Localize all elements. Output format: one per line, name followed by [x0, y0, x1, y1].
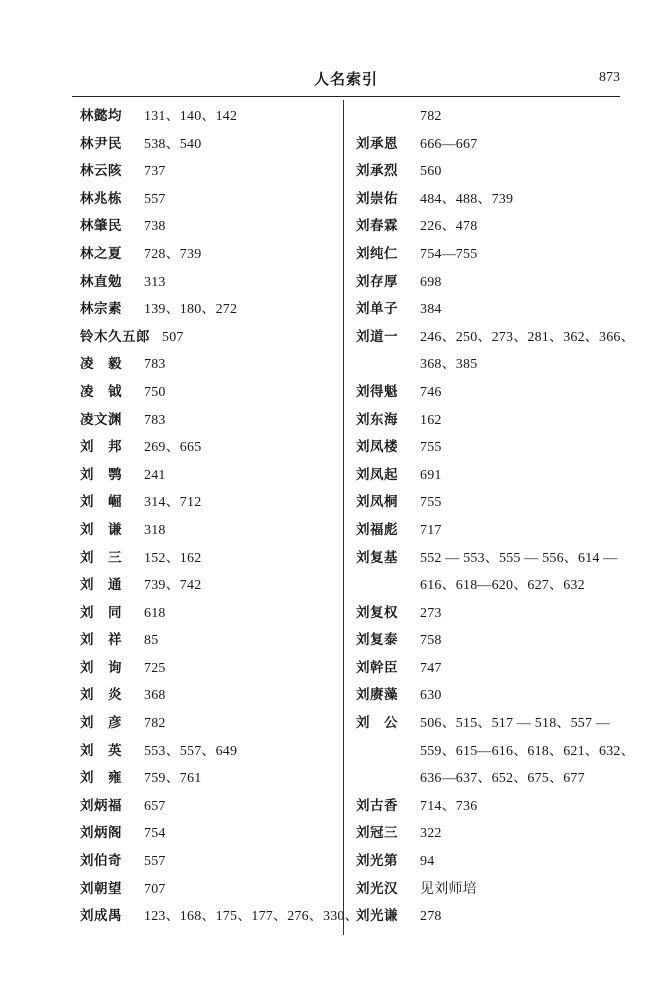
entry-pages: 552 — 553、555 — 556、614 —: [420, 550, 618, 566]
entry-name: 刘 鹗: [80, 466, 122, 483]
index-entry: [80, 655, 340, 683]
entry-name: 刘凤桐: [356, 494, 398, 511]
entry-pages: 750: [144, 384, 166, 400]
index-entry: [356, 186, 626, 214]
index-entry: [356, 269, 626, 297]
entry-name: 刘凤楼: [356, 439, 398, 456]
index-entry: [80, 131, 340, 159]
index-entry: [356, 462, 626, 490]
index-entry-continuation: [356, 765, 626, 793]
entry-name: 刘光汉: [356, 880, 398, 897]
entry-name: 刘 询: [80, 659, 122, 676]
index-entry: [80, 241, 340, 269]
entry-pages: 782: [144, 716, 166, 732]
entry-name: 刘 公: [356, 715, 398, 732]
index-entry: [80, 738, 340, 766]
entry-name: 刘 雍: [80, 770, 122, 787]
entry-pages: 162: [420, 412, 442, 428]
index-entry: [80, 489, 340, 517]
index-entry-continuation: [356, 103, 626, 131]
index-entry: [356, 793, 626, 821]
index-entry: [356, 407, 626, 435]
index-entry: [356, 903, 626, 931]
entry-name: 刘朝望: [80, 880, 122, 897]
entry-pages: 754: [144, 826, 166, 842]
index-entry: [356, 213, 626, 241]
entry-name: 刘凤起: [356, 466, 398, 483]
entry-name: 刘成禺: [80, 908, 122, 925]
entry-name: 刘伯奇: [80, 853, 122, 870]
entry-pages: 322: [420, 826, 442, 842]
entry-pages: 368: [144, 688, 166, 704]
entry-pages: 728、739: [144, 246, 202, 262]
entry-pages: 755: [420, 440, 442, 456]
index-entry: [356, 710, 626, 738]
entry-pages: 139、180、272: [144, 302, 238, 318]
index-entry: [356, 517, 626, 545]
entry-pages: 94: [420, 854, 435, 870]
entry-pages: 618: [144, 605, 166, 621]
entry-name: 刘春霖: [356, 218, 398, 235]
index-entry: [80, 517, 340, 545]
index-entry: [356, 324, 635, 352]
entry-name: 刘幹臣: [356, 659, 398, 676]
column-divider: [343, 100, 344, 935]
entry-pages: 691: [420, 467, 442, 483]
index-entry: [80, 848, 340, 876]
index-entry: [80, 296, 340, 324]
entry-pages: 666—667: [420, 136, 478, 152]
entry-pages: 559、615—616、618、621、632、: [420, 743, 635, 759]
page-header: [72, 60, 620, 97]
entry-pages: 314、712: [144, 495, 202, 511]
entry-name: 刘得魁: [356, 383, 398, 400]
entry-pages: 758: [420, 633, 442, 649]
entry-pages: 754—755: [420, 246, 478, 262]
entry-name: 刘复泰: [356, 632, 398, 649]
entry-name: 刘东海: [356, 411, 398, 428]
entry-pages: 714、736: [420, 798, 478, 814]
index-entry: [356, 682, 626, 710]
entry-name: 刘光谦: [356, 908, 398, 925]
index-entry: [356, 545, 626, 573]
entry-name: 刘 英: [80, 742, 122, 759]
entry-name: 刘 崛: [80, 494, 122, 511]
entry-pages: 725: [144, 660, 166, 676]
entry-name: 林直勉: [80, 273, 122, 290]
index-entry: [356, 158, 626, 186]
entry-name: 凌 钺: [80, 383, 122, 400]
index-entry: [356, 489, 626, 517]
entry-name: 林懿均: [80, 108, 122, 124]
index-entry: [356, 627, 626, 655]
entry-name: 刘 彦: [80, 715, 122, 732]
entry-pages: 246、250、273、281、362、366、: [420, 329, 635, 345]
entry-name: 刘 邦: [80, 439, 122, 456]
entry-pages: 152、162: [144, 550, 202, 566]
entry-pages: 636—637、652、675、677: [420, 771, 585, 787]
index-entry: [80, 103, 340, 131]
left-index-column: [80, 103, 359, 931]
entry-name: 铃木久五郎: [80, 328, 150, 345]
entry-name: 林之夏: [80, 245, 122, 262]
page-number: 873: [599, 70, 620, 85]
entry-pages: 384: [420, 302, 442, 318]
entry-pages: 739、742: [144, 578, 202, 594]
index-entry: [80, 627, 340, 655]
entry-pages: 698: [420, 274, 442, 290]
entry-pages: 707: [144, 881, 166, 897]
index-entry: [356, 241, 626, 269]
index-entry-continuation: [356, 572, 626, 600]
index-entry-continuation: [356, 738, 635, 766]
entry-pages: 368、385: [420, 357, 478, 373]
entry-name: 刘 通: [80, 577, 122, 594]
index-entry: [80, 379, 340, 407]
index-entry: [80, 269, 340, 297]
entry-name: 刘 谦: [80, 521, 122, 538]
entry-pages: 782: [420, 109, 442, 124]
entry-name: 刘承烈: [356, 163, 398, 180]
entry-pages: 755: [420, 495, 442, 511]
entry-name: 刘炳阁: [80, 825, 122, 842]
index-entry: [80, 351, 340, 379]
entry-pages: 131、140、142: [144, 109, 238, 124]
entry-name: 刘 祥: [80, 632, 122, 649]
index-entry: [80, 545, 340, 573]
entry-pages: 见刘师培: [420, 881, 477, 897]
entry-pages: 484、488、739: [420, 191, 514, 207]
entry-name: 刘冠三: [356, 825, 398, 842]
index-entry: [80, 213, 340, 241]
entry-pages: 737: [144, 164, 166, 180]
entry-pages: 738: [144, 219, 166, 235]
index-entry: [80, 903, 359, 931]
index-entry: [80, 462, 340, 490]
index-entry: [356, 655, 626, 683]
index-entry: [80, 572, 340, 600]
index-entry: [356, 600, 626, 628]
entry-name: 刘 炎: [80, 687, 122, 704]
entry-pages: 657: [144, 798, 166, 814]
entry-name: 刘崇佑: [356, 190, 398, 207]
entry-pages: 783: [144, 357, 166, 373]
index-entry: [356, 434, 626, 462]
index-entry: [356, 379, 626, 407]
entry-pages: 318: [144, 522, 166, 538]
entry-name: 刘存厚: [356, 273, 398, 290]
index-entry: [80, 600, 340, 628]
index-entry: [80, 434, 340, 462]
index-entry: [80, 158, 340, 186]
entry-name: 刘古香: [356, 797, 398, 814]
right-index-column: [356, 103, 635, 931]
index-entry: [80, 186, 340, 214]
entry-pages: 313: [144, 274, 166, 290]
entry-pages: 269、665: [144, 440, 202, 456]
index-entry: [80, 710, 340, 738]
entry-name: 刘纯仁: [356, 245, 398, 262]
entry-name: 刘赓藻: [356, 687, 398, 704]
entry-name: 刘复权: [356, 604, 398, 621]
index-entry: [356, 820, 626, 848]
entry-name: 刘复基: [356, 549, 398, 566]
entry-pages: 616、618—620、627、632: [420, 578, 585, 594]
entry-pages: 783: [144, 412, 166, 428]
entry-name: 刘道一: [356, 328, 398, 345]
index-entry: [356, 296, 626, 324]
index-entry: [80, 820, 340, 848]
entry-pages: 123、168、175、177、276、330、: [144, 909, 359, 925]
entry-name: 刘福彪: [356, 521, 398, 538]
entry-pages: 506、515、517 — 518、557 —: [420, 716, 611, 732]
entry-name: 凌 毅: [80, 356, 122, 373]
index-entry: [80, 324, 340, 352]
index-entry: [356, 876, 626, 904]
index-entry-continuation: [356, 351, 626, 379]
entry-name: 林云陔: [80, 163, 122, 180]
index-entry: [356, 848, 626, 876]
entry-name: 刘 三: [80, 549, 122, 566]
entry-pages: 507: [162, 329, 184, 345]
entry-name: 林兆栋: [80, 190, 122, 207]
index-entry: [80, 682, 340, 710]
entry-name: 凌文渊: [80, 411, 122, 428]
entry-name: 刘 同: [80, 604, 122, 621]
entry-pages: 557: [144, 854, 166, 870]
entry-pages: 538、540: [144, 136, 202, 152]
entry-name: 刘承恩: [356, 135, 398, 152]
entry-pages: 630: [420, 688, 442, 704]
entry-name: 林尹民: [80, 135, 122, 152]
entry-pages: 553、557、649: [144, 743, 238, 759]
entry-pages: 278: [420, 909, 442, 925]
index-entry: [80, 765, 340, 793]
entry-name: 刘单子: [356, 301, 398, 318]
entry-name: 林肇民: [80, 218, 122, 235]
entry-pages: 241: [144, 467, 166, 483]
entry-pages: 746: [420, 384, 442, 400]
index-entry: [80, 793, 340, 821]
entry-pages: 560: [420, 164, 442, 180]
index-entry: [356, 131, 626, 159]
entry-pages: 226、478: [420, 219, 478, 235]
index-entry: [80, 407, 340, 435]
entry-pages: 557: [144, 191, 166, 207]
entry-name: 刘炳福: [80, 797, 122, 814]
entry-pages: 717: [420, 522, 442, 538]
entry-pages: 759、761: [144, 771, 202, 787]
page-title: 人名索引: [313, 70, 378, 88]
entry-name: 刘光第: [356, 853, 398, 870]
entry-pages: 85: [144, 633, 159, 649]
entry-name: 林宗素: [80, 301, 122, 318]
entry-pages: 747: [420, 660, 442, 676]
index-entry: [80, 876, 340, 904]
entry-pages: 273: [420, 605, 442, 621]
